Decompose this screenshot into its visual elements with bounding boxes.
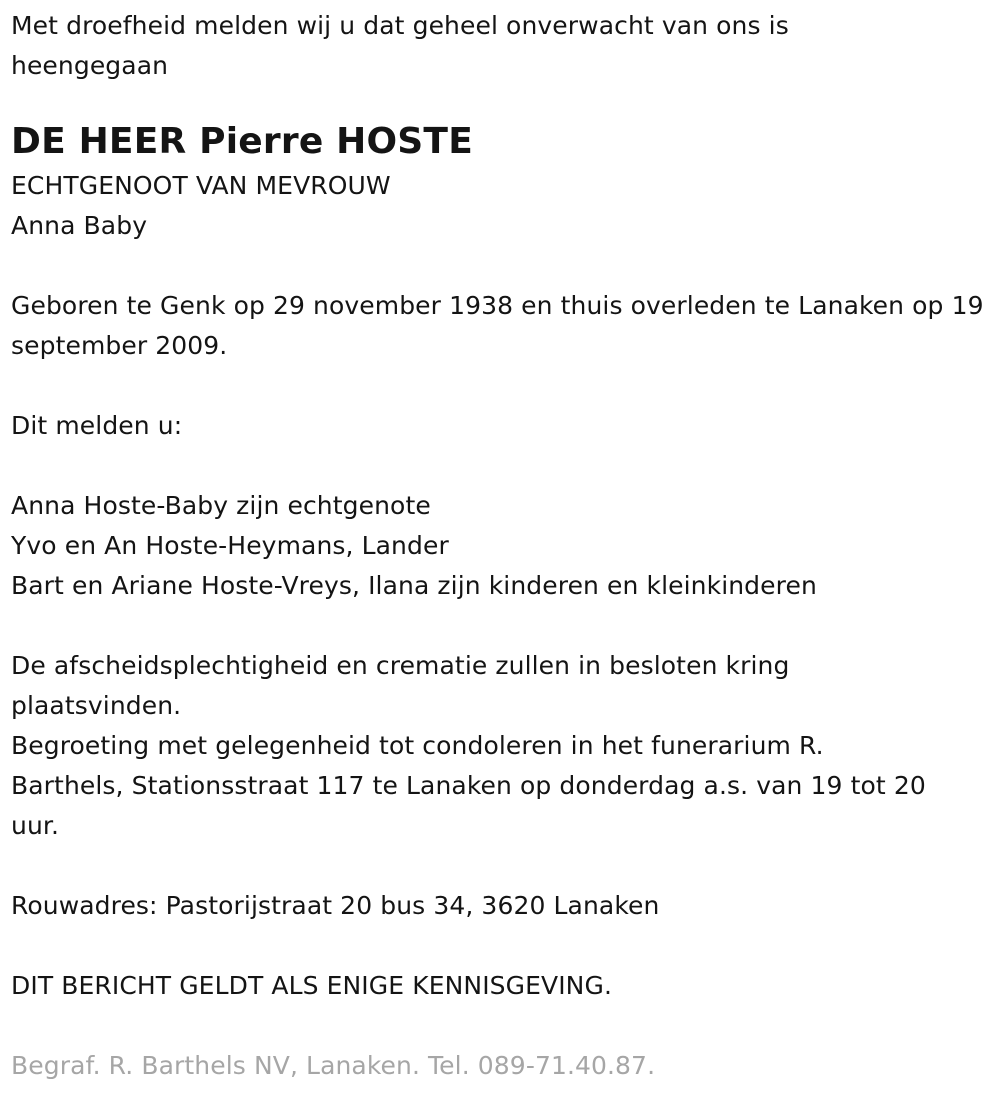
- spacer: [11, 1006, 988, 1046]
- birth-death-text: Geboren te Genk op 29 november 1938 en thuis overleden te Lanaken op 19 september 2009.: [11, 291, 984, 360]
- deceased-name: DE HEER Pierre HOSTE: [11, 121, 473, 162]
- family-member: Yvo en An Hoste-Heymans, Lander: [11, 531, 449, 560]
- spacer: [11, 606, 988, 646]
- official-notice: DIT BERICHT GELDT ALS ENIGE KENNISGEVING.: [11, 971, 612, 1000]
- announced-by: Dit melden u:: [11, 411, 183, 440]
- spacer: [11, 246, 988, 286]
- spouse-label: ECHTGENOOT VAN MEVROUW: [11, 171, 391, 200]
- family-member: Bart en Ariane Hoste-Vreys, Ilana zijn kinderen en kleinkinderen: [11, 571, 817, 600]
- visitation-text: Begroeting met gelegenheid tot condoleren in het funerarium R. Barthels, Stationsstraat 117 te Lanaken op donderdag a.s. van 19 tot 20 uur.: [11, 731, 926, 840]
- family-member: Anna Hoste-Baby zijn echtgenote: [11, 491, 431, 520]
- spouse-name: Anna Baby: [11, 211, 148, 240]
- ceremony-text: De afscheidsplechtigheid en crematie zullen in besloten kring plaatsvinden.: [11, 651, 790, 720]
- spacer: [11, 846, 988, 886]
- spacer: [11, 926, 988, 966]
- spacer: [11, 366, 988, 406]
- undertaker-info: Begraf. R. Barthels NV, Lanaken. Tel. 089-71.40.87.: [11, 1051, 656, 1080]
- mourning-address: Rouwadres: Pastorijstraat 20 bus 34, 3620 Lanaken: [11, 891, 660, 920]
- spacer: [11, 446, 988, 486]
- intro-line: Met droefheid melden wij u dat geheel onverwacht van ons is heengegaan: [11, 11, 789, 80]
